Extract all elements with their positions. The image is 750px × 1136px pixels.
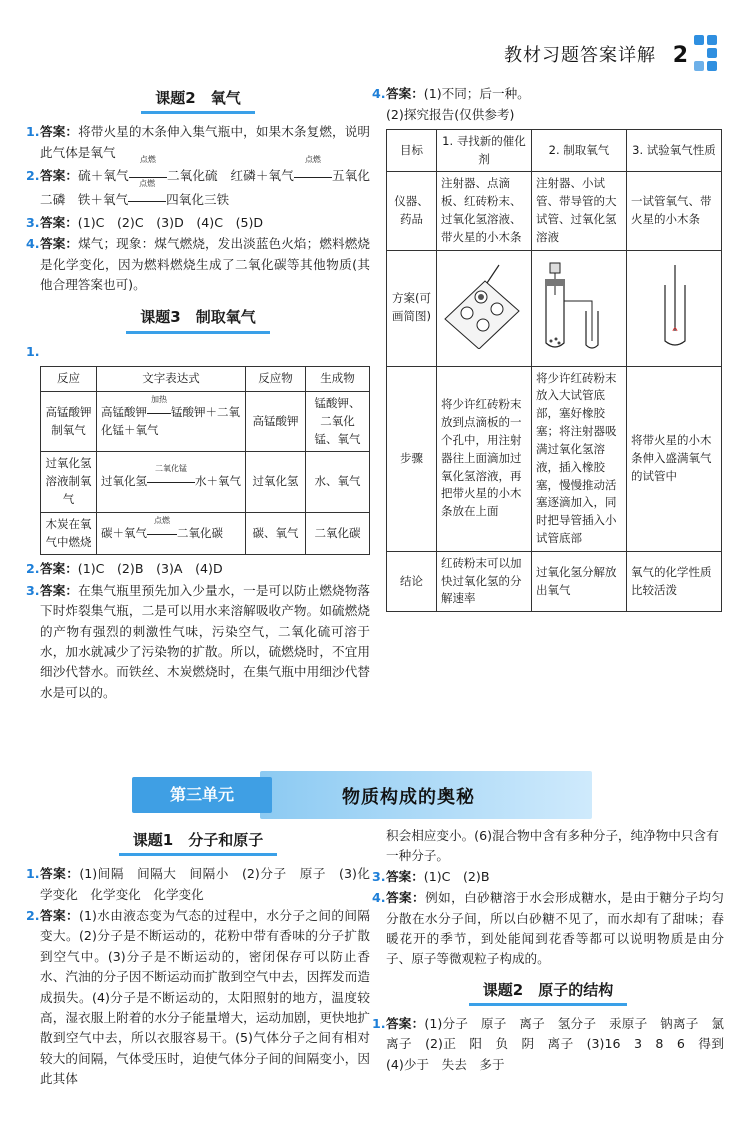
question-2c: 2. 答案：(1)水由液态变为气态的过程中，水分子之间的间隔变大。(2)分子是不断运动的，花粉中带有香味的分子扩散到空气中。(3)分子是不断运动的，密闭保存可以防止香水、汽油的分子因不断运动而扩散到空气中去，因挥发而造成损失。(4)分子是不断运动的，太阳照射的地方，温度较高，湿衣服上附着的水分子能量增大，运动加剧，更快地扩散到空气中去，所以衣服容易干。(5)气体分子之间有相对较大的间隔，气体受压时，迫使气体分子间的间隔变小，因此其体	[26, 908, 371, 1087]
question-3d: 3. 答案：(1)C (2)B	[372, 868, 490, 884]
question-2: 2. 答案：硫＋氧气 点燃 二氧化硫 红磷＋氧气 点燃 五氧化二磷 铁＋氧气 点燃 四氧化三铁	[26, 164, 370, 212]
test-tube-apparatus-diagram	[536, 261, 622, 349]
section-title-atom-structure: 课题2 原子的结构	[372, 978, 724, 1008]
left-lower	[26, 826, 370, 1091]
question-1c: 1. 答案：(1)间隔 间隔大 间隔小 (2)分子 原子 (3)化学变化 化学变化 化学变化	[26, 866, 370, 902]
question-1-table-label: 1.	[26, 343, 40, 359]
section-title-oxygen: 课题2 氧气	[26, 86, 370, 116]
right-column	[372, 84, 724, 612]
section-title-molecules: 课题1 分子和原子	[26, 828, 370, 858]
question-1d: 1. 答案：(1)分子 原子 离子 氢分子 汞原子 钠离子 氯离子 (2)正 阳 负 阴 离子 (3)16 3 8 6 得到 (4)少于 失去 多于	[372, 1016, 737, 1072]
question-1: 1. 答案：将带火星的木条伸入集气瓶中，如果木条复燃，说明此气体是氧气	[26, 124, 371, 160]
right-lower	[372, 826, 737, 1076]
question-4: 4. 答案：煤气；现象：煤气燃烧，发出淡蓝色火焰；燃料燃烧是化学变化，因为燃料燃烧生成了二氧化碳等其他物质(其他合理答案也可)。	[26, 236, 371, 293]
question-3b: 3. 答案：在集气瓶里预先加入少量水，一是可以防止燃烧物落下时炸裂集气瓶，二是可以用水来溶解吸收产物。如硫燃烧的产物有强烈的刺激性气味，污染空气，二氧化硫可溶于水，加水就减少了污染物的扩散。所以，硫燃烧时，不宜用细沙代替水。而铁丝、木炭燃烧时，在集气瓶中用细沙代替水是可以的。	[26, 582, 371, 700]
question-2b: 2. 答案：(1)C (2)B (3)A (4)D	[26, 561, 223, 577]
continued-text: 积会相应变小。(6)混合物中含有多种分子，纯净物中只含有一种分子。	[386, 828, 719, 864]
left-column	[26, 84, 370, 704]
banner-unit-label: 第三单元	[132, 777, 272, 813]
reaction-arrow: 点燃	[294, 164, 332, 188]
section-title-make-oxygen: 课题3 制取氧气	[26, 305, 370, 335]
report-table: 目标 1. 寻找新的催化剂 2. 制取氧气 3. 试验氧气性质 仪器、药品 注射器、点滴板、红砖粉末、过氧化氢溶液、带火星的小木条 注射器、小试管、带导管的大试管、过氧化氢溶液 一试管氧气、带火星的小木条 方案(可画简图) 步骤 将少许红砖粉末放到点滴板的一个孔中，用注射器往上面滴加过氧化氢溶液，再把带火星的小木条放在上面 将少许红砖粉末放入大试管底部，塞好橡胶塞；将注射器吸满过氧化氢溶液，插入橡胶塞，慢慢推动活塞逐滴加入，同时把导管插入小试管底部 将带火星的小木条伸入盛满氧气的试管中 结论 红砖粉末可以加快过氧化氢的分解速率 过氧化氢分解放出氧气 氧气的化学性质比较活泼	[386, 129, 722, 612]
page-number: 2	[672, 43, 688, 68]
report-subtitle: (2)探究报告(仅供参考)	[386, 107, 515, 123]
header-title: 教材习题答案详解	[504, 45, 656, 66]
oxygen-tube-diagram	[631, 261, 717, 349]
unit-banner	[132, 771, 592, 819]
question-4-right: 4. 答案：(1)不同；后一种。	[372, 86, 530, 101]
reaction-arrow: 点燃	[128, 188, 166, 212]
question-3: 3. 答案：(1)C (2)C (3)D (4)C (5)D	[26, 214, 264, 230]
reaction-arrow: 点燃	[129, 164, 167, 188]
reaction-table: 反应 文字表达式 反应物 生成物 高锰酸钾制氧气 高锰酸钾 加热 锰酸钾＋二氧化锰＋氧气 高锰酸钾 锰酸钾、二氧化锰、氧气 过氧化氢溶液制氧气 过氧化氢 二氧化锰 水＋氧气 过氧化氢 水、氧气 木炭在氧气中燃烧 碳＋氧气 点燃 二氧化碳 碳、氧气 二氧化碳	[40, 366, 370, 555]
banner-title: 物质构成的奥秘	[342, 787, 475, 808]
question-4d: 4. 答案：例如，白砂糖溶于水会形成糖水，是由于糖分子均匀分散在水分子间，所以白砂糖不见了，而水却有了甜味；春暖花开的季节，到处能闻到花香等都可以说明物质是由分子、原子等微观粒子构成的。	[372, 890, 725, 967]
spot-plate-diagram	[441, 261, 527, 349]
header-decoration-icon	[694, 35, 720, 77]
